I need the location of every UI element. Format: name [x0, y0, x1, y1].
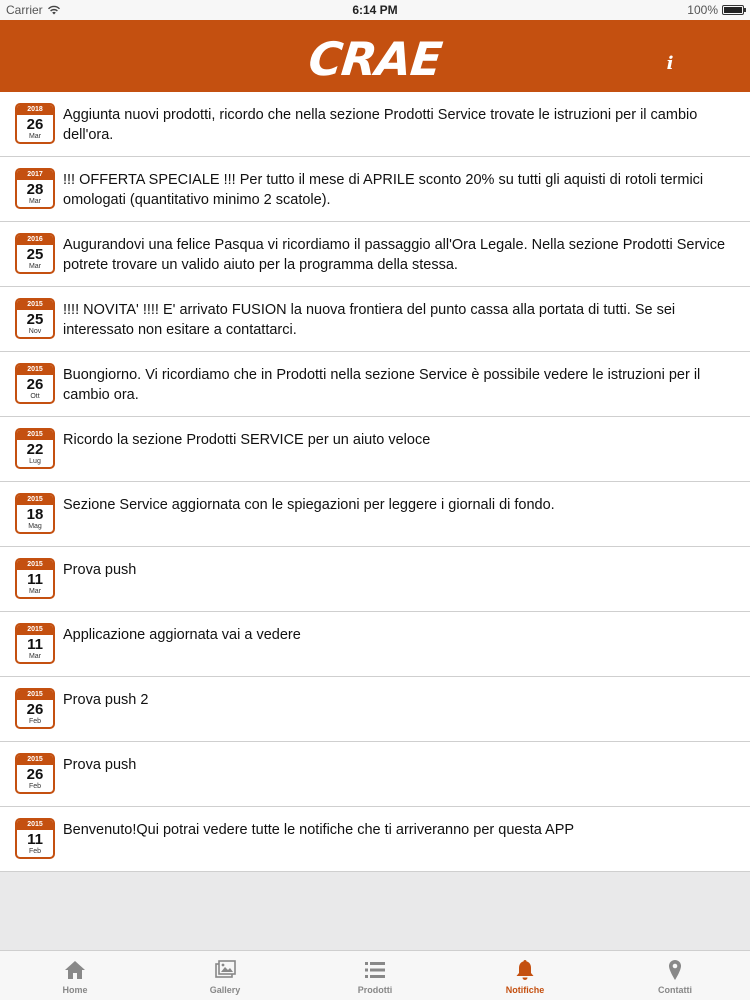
tab-label: Gallery: [209, 985, 241, 995]
tab-contatti[interactable]: [600, 951, 750, 1000]
app-header: [0, 20, 750, 92]
date-day: 22: [26, 441, 44, 458]
notification-text: Prova push: [63, 562, 137, 578]
notification-row[interactable]: [0, 287, 750, 352]
date-month: Lug: [29, 458, 41, 465]
date-month: Mar: [28, 198, 42, 205]
date-month: Mar: [28, 653, 42, 660]
notification-text: Buongiorno. Vi ricordiamo che in Prodotti nella sezione Service è possibile vedere le istruzioni per il cambio ora.: [63, 367, 701, 403]
notification-text: Sezione Service aggiornata con le spiegazioni per leggere i giornali di fondo.: [63, 497, 555, 513]
notification-text: Benvenuto!Qui potrai vedere tutte le notifiche che ti arriveranno per questa APP: [63, 822, 575, 838]
calendar-date-icon: [15, 818, 55, 859]
clock: 6:14 PM: [352, 3, 398, 17]
date-day: 26: [26, 766, 44, 783]
carrier-label: Carrier: [6, 3, 43, 17]
notification-row[interactable]: [0, 417, 750, 482]
date-year: 2015: [17, 430, 53, 440]
location-pin-icon: [663, 958, 687, 982]
date-month: Mar: [28, 263, 42, 270]
notification-row[interactable]: [0, 92, 750, 157]
notification-row[interactable]: [0, 677, 750, 742]
tab-notifiche[interactable]: [450, 951, 600, 1000]
date-day: 25: [26, 246, 44, 263]
notification-row[interactable]: [0, 742, 750, 807]
battery-indicator: [687, 3, 744, 17]
date-month: Nov: [28, 328, 42, 335]
notification-row[interactable]: [0, 352, 750, 417]
home-icon: [63, 958, 87, 982]
tab-home[interactable]: [0, 951, 150, 1000]
date-year: 2015: [17, 755, 53, 765]
tab-label: Prodotti: [357, 985, 393, 995]
date-year: 2015: [17, 625, 53, 635]
notification-text: Aggiunta nuovi prodotti, ricordo che nella sezione Prodotti Service trovate le istruzioni per il cambio dell'ora.: [63, 107, 698, 143]
date-month: Mar: [28, 588, 42, 595]
date-day: 11: [27, 571, 43, 588]
notification-row[interactable]: [0, 547, 750, 612]
calendar-date-icon: [15, 233, 55, 274]
info-button[interactable]: i: [666, 53, 674, 74]
bell-icon: [513, 958, 537, 982]
battery-label: 100%: [687, 3, 718, 17]
notification-text: Ricordo la sezione Prodotti SERVICE per un aiuto veloce: [63, 432, 431, 448]
notification-row[interactable]: [0, 612, 750, 677]
notification-text: Prova push: [63, 757, 137, 773]
date-year: 2015: [17, 820, 53, 830]
calendar-date-icon: [15, 753, 55, 794]
tab-label: Contatti: [658, 985, 692, 995]
notification-text: Applicazione aggiornata vai a vedere: [63, 627, 301, 643]
tab-label: Home: [62, 985, 88, 995]
date-day: 11: [27, 636, 43, 653]
notification-row[interactable]: [0, 807, 750, 872]
tab-gallery[interactable]: [150, 951, 300, 1000]
date-day: 26: [26, 376, 44, 393]
calendar-date-icon: [15, 168, 55, 209]
date-day: 18: [26, 506, 44, 523]
date-day: 25: [26, 311, 44, 328]
calendar-date-icon: [15, 103, 55, 144]
date-year: 2015: [17, 560, 53, 570]
notification-text: Prova push 2: [63, 692, 149, 708]
battery-icon: [722, 5, 744, 15]
tab-bar: [0, 950, 750, 1000]
tab-label: Notifiche: [505, 985, 545, 995]
date-year: 2017: [17, 170, 53, 180]
date-month: Feb: [28, 718, 42, 725]
calendar-date-icon: [15, 688, 55, 729]
status-bar: [0, 0, 750, 20]
date-year: 2015: [17, 495, 53, 505]
notification-text: !!! OFFERTA SPECIALE !!! Per tutto il mese di APRILE sconto 20% su tutti gli aquisti di rotoli termici omologati (quantitativo minimo 2 scatole).: [63, 172, 704, 208]
calendar-date-icon: [15, 623, 55, 664]
notification-text: !!!! NOVITA' !!!! E' arrivato FUSION la nuova frontiera del punto cassa alla portata di tutti. Se sei interessato non esitare a contattarci.: [63, 302, 676, 338]
date-year: 2015: [17, 690, 53, 700]
date-year: 2018: [17, 105, 53, 115]
notifications-list: [0, 92, 750, 872]
gallery-icon: [213, 958, 237, 982]
date-year: 2015: [17, 365, 53, 375]
date-month: Ott: [30, 393, 40, 400]
notification-row[interactable]: [0, 222, 750, 287]
date-day: 26: [26, 701, 44, 718]
app-logo: CRAE: [306, 32, 444, 86]
notification-row[interactable]: [0, 157, 750, 222]
date-day: 26: [26, 116, 44, 133]
tab-prodotti[interactable]: [300, 951, 450, 1000]
calendar-date-icon: [15, 298, 55, 339]
date-year: 2016: [17, 235, 53, 245]
date-day: 28: [26, 181, 44, 198]
date-month: Feb: [28, 783, 42, 790]
date-month: Mar: [28, 133, 42, 140]
calendar-date-icon: [15, 428, 55, 469]
notification-text: Augurandovi una felice Pasqua vi ricordiamo il passaggio all'Ora Legale. Nella sezione Prodotti Service potrete trovare un valido aiuto per la programma della stessa.: [63, 237, 726, 273]
calendar-date-icon: [15, 363, 55, 404]
date-day: 11: [27, 831, 43, 848]
date-year: 2015: [17, 300, 53, 310]
date-month: Mag: [28, 523, 42, 530]
list-icon: [363, 958, 387, 982]
calendar-date-icon: [15, 493, 55, 534]
calendar-date-icon: [15, 558, 55, 599]
notification-row[interactable]: [0, 482, 750, 547]
date-month: Feb: [28, 848, 42, 855]
